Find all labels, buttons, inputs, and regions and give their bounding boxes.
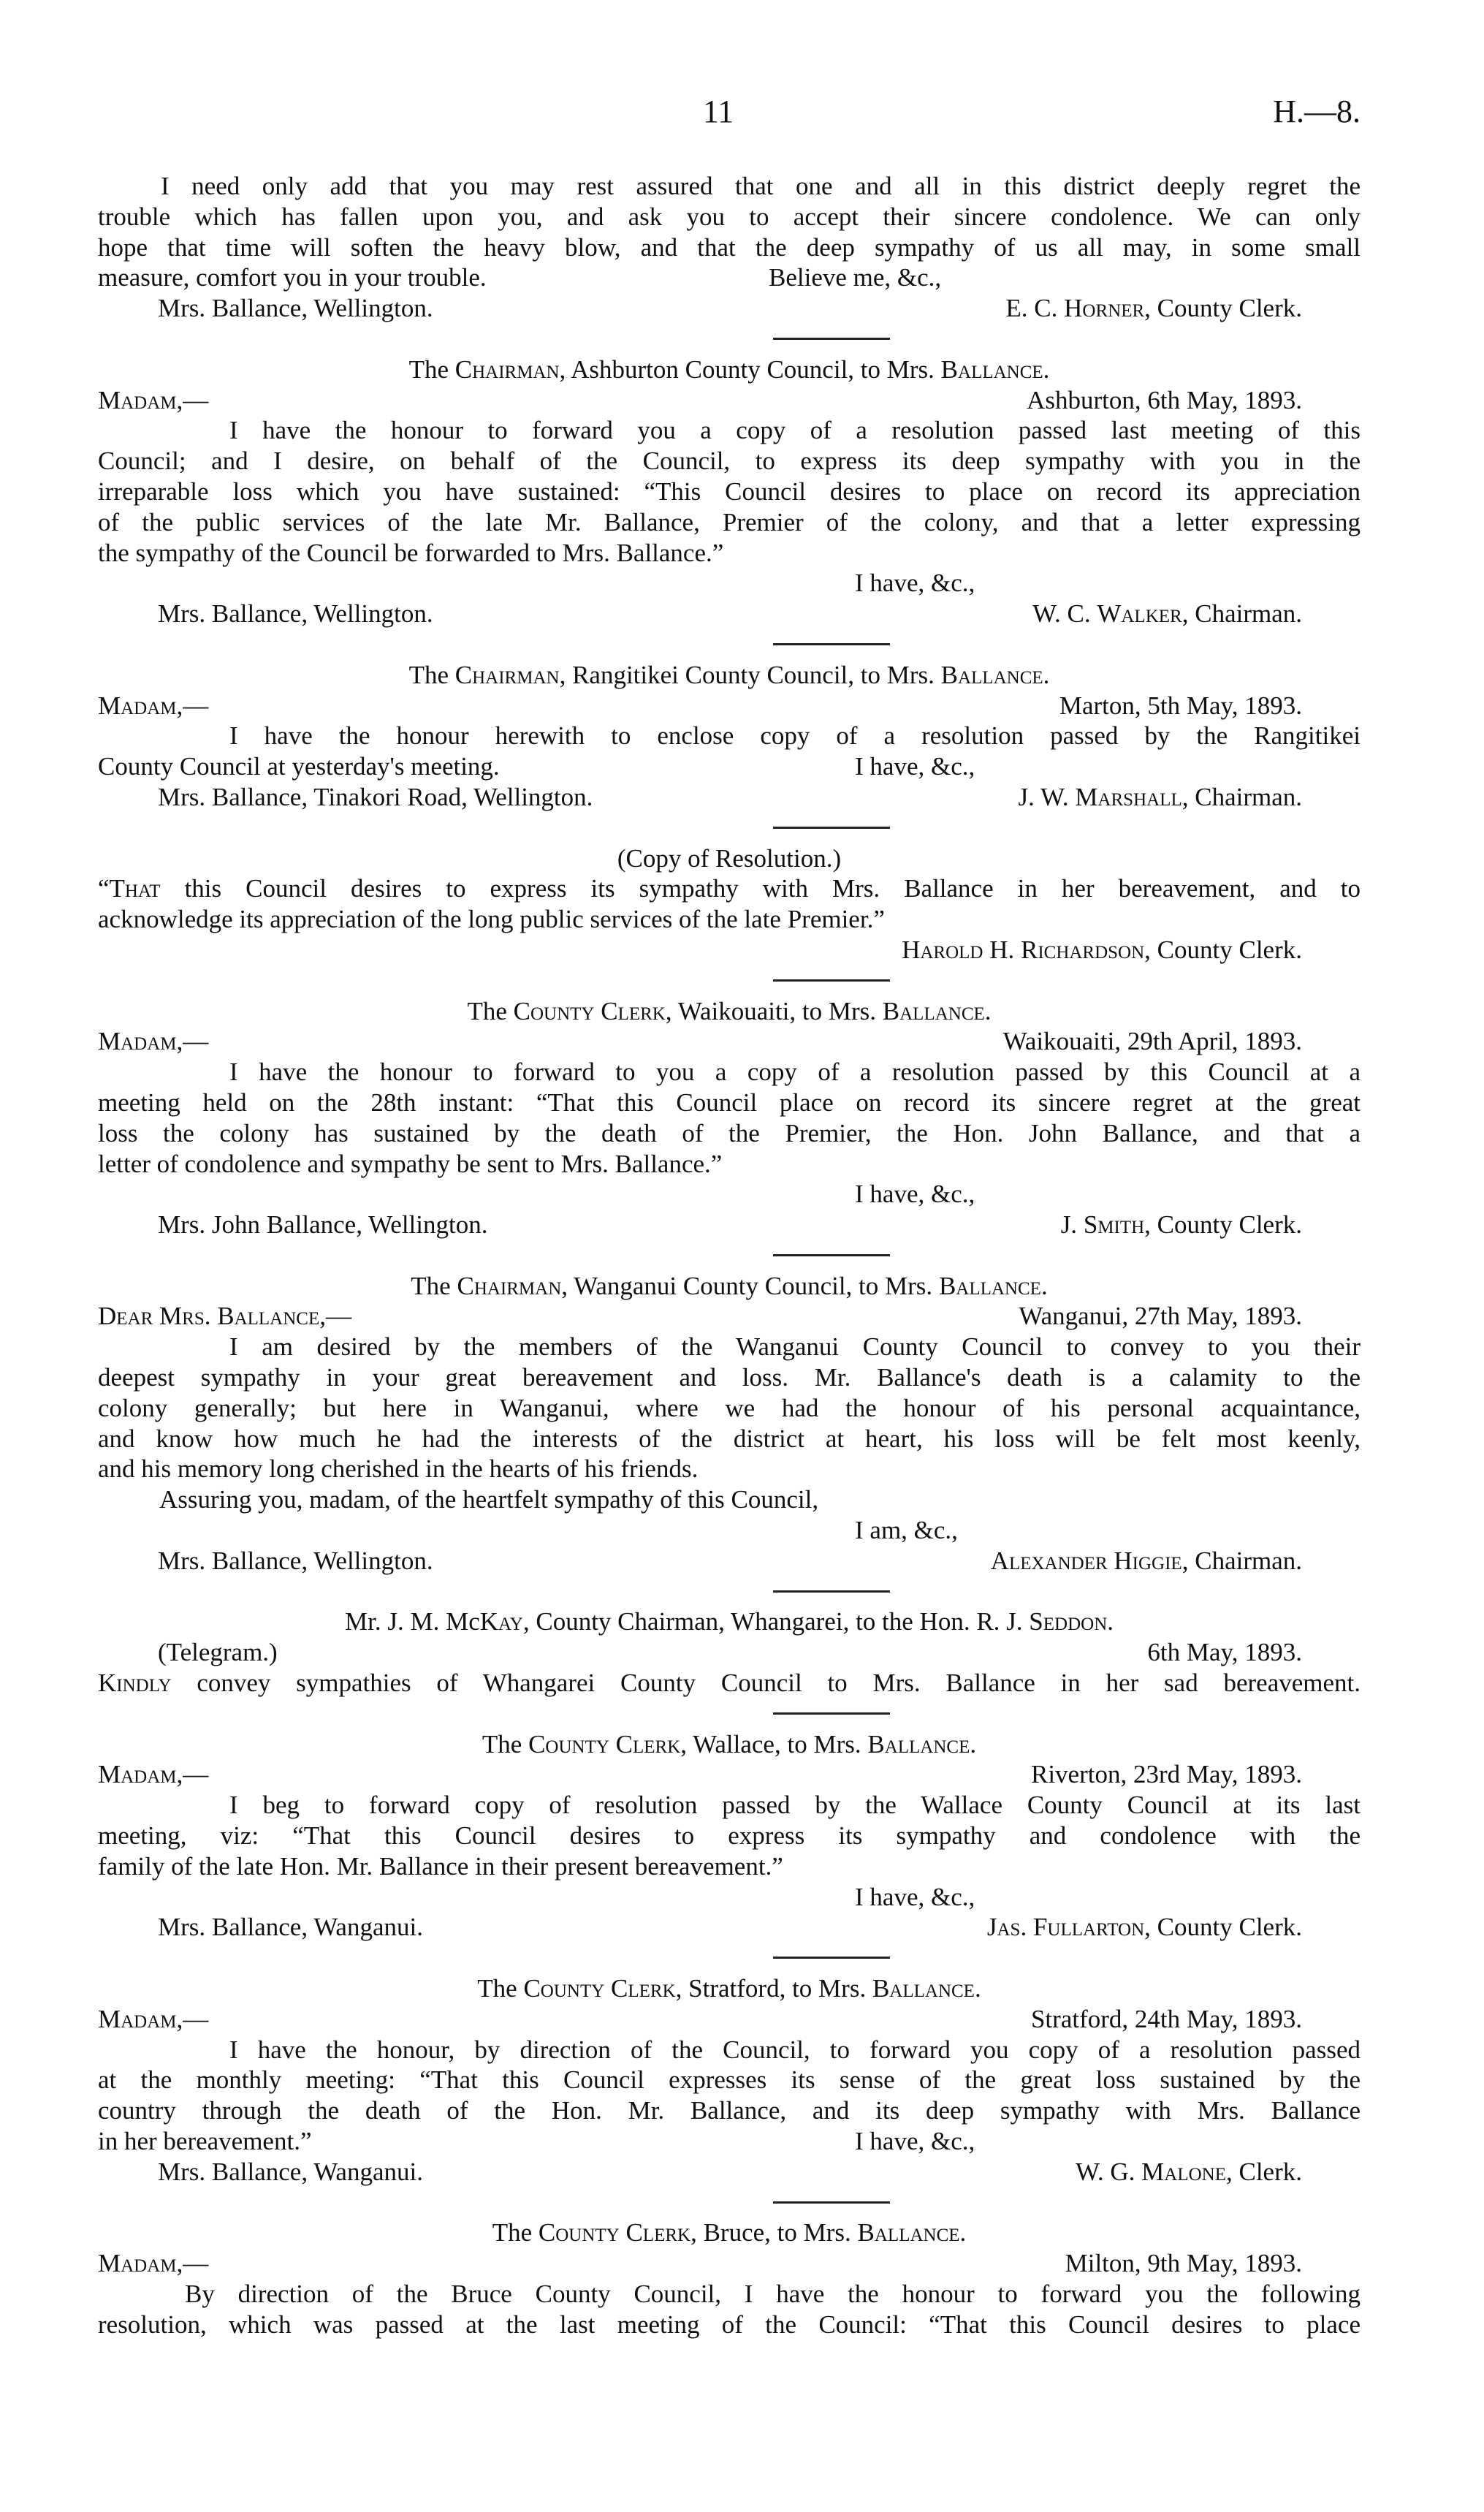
text-segment: W. C. [1032, 599, 1097, 629]
letter-heading [98, 996, 1361, 1027]
justified-text [98, 1668, 1361, 1699]
addressee-line [98, 1210, 1361, 1240]
addressee: Mrs. Ballance, Tinakori Road, Wellington. [158, 782, 593, 811]
addressee: Mrs. Ballance, Wellington. [158, 599, 433, 629]
paragraph-start [98, 721, 1361, 751]
salutation-line [98, 2248, 1361, 2279]
text: Assuring you, madam, of the heartfelt sympathy of this Council, [159, 1485, 819, 1514]
paragraph-start [98, 1790, 1361, 1821]
text-segment: , Rangitikei County Council, to Mrs. [559, 660, 941, 689]
place-date: Wanganui, 27th May, 1893. [1019, 1302, 1302, 1331]
small-caps-text: Chairman [454, 660, 560, 689]
addressee-line [98, 1912, 1361, 1943]
paragraph-end [98, 262, 1361, 293]
closing-line [98, 568, 1361, 599]
small-caps-text: Chairman [454, 354, 560, 384]
small-caps-text: Madam [98, 385, 177, 414]
closing: I am, &c., [855, 1516, 958, 1545]
text-segment: W. G. [1076, 2157, 1142, 2186]
text-segment: . [970, 1729, 977, 1758]
text-segment: . [984, 996, 992, 1025]
justified-text: I have the honour, by direction of the Council, to forward you copy of a resolution passed [229, 2035, 1361, 2064]
rule-line [773, 2201, 890, 2204]
place-date: Marton, 5th May, 1893. [1059, 691, 1302, 720]
addressee: Mrs. John Ballance, Wellington. [158, 1210, 488, 1240]
text-segment: The [408, 660, 455, 689]
justified-text: I am desired by the members of the Wanganui County Council to convey to you their [229, 1332, 1361, 1362]
text: letter of condolence and sympathy be sent to Mrs. Ballance.” [98, 1149, 723, 1178]
small-caps-text: Madam [98, 1027, 177, 1056]
text-line [98, 507, 1361, 538]
paragraph-start [98, 1057, 1361, 1088]
paragraph-end [98, 751, 1361, 782]
small-caps-text: Seddon [1029, 1607, 1108, 1636]
small-caps-text: Madam [98, 1760, 177, 1789]
letter-heading [98, 1729, 1361, 1760]
closing: I have, &c., [855, 1882, 975, 1911]
salutation-line [98, 691, 1361, 721]
rule-line [773, 1254, 890, 1256]
letter-heading [98, 660, 1361, 691]
paragraph-end [98, 1454, 1361, 1484]
justified-text: country through the death of the Hon. Mr. Ballance, and its deep sympathy with Mrs. Ballance [98, 2096, 1361, 2125]
place-date: Riverton, 23rd May, 1893. [1030, 1760, 1302, 1789]
rule-line [773, 979, 890, 982]
addressee: (Telegram.) [158, 1638, 278, 1667]
text-line [98, 1393, 1361, 1424]
text-line [98, 1821, 1361, 1851]
signature: 6th May, 1893. [1147, 1638, 1302, 1667]
text-segment: , Chairman. [1182, 1546, 1302, 1575]
text: measure, comfort you in your trouble. [98, 263, 487, 292]
section-divider [98, 965, 1361, 996]
salutation-line [98, 1026, 1361, 1057]
text-segment: , Clerk. [1225, 2157, 1302, 2186]
justified-text: colony generally; but here in Wanganui, where we had the honour of his personal acquaintance, [98, 1393, 1361, 1422]
text-line [98, 873, 1361, 904]
signature-line [98, 935, 1361, 965]
text-segment: , Bruce, to Mrs. [690, 2218, 858, 2247]
small-caps-text: County Clerk [538, 2218, 691, 2247]
justified-text: meeting held on the 28th instant: “That this Council place on record its sincere regret at the great [98, 1088, 1361, 1117]
text: family of the late Hon. Mr. Ballance in their present bereavement.” [98, 1851, 783, 1881]
text-segment: ,— [176, 2004, 209, 2033]
closing-line [98, 1515, 1361, 1546]
justified-text: loss the colony has sustained by the death of the Premier, the Hon. John Ballance, and that a [98, 1118, 1361, 1147]
justified-text: resolution, which was passed at the last meeting of the Council: “That this Council desires to place [98, 2310, 1361, 2339]
small-caps-text: Kindly [98, 1669, 172, 1698]
paragraph-end [98, 1851, 1361, 1882]
rule-line [773, 338, 890, 340]
heading-text [98, 1973, 1361, 2004]
paragraph-start [98, 2035, 1361, 2065]
text-segment: , Chairman. [1182, 782, 1302, 811]
justified-text: trouble which has fallen upon you, and ask you to accept their sincere condolence. We can only [98, 202, 1361, 231]
text-line [98, 1362, 1361, 1393]
paragraph-end [98, 1149, 1361, 1180]
document-body [98, 171, 1361, 2340]
paragraph-end [98, 2126, 1361, 2157]
text-segment: , Waikouaiti, to Mrs. [665, 996, 883, 1025]
section-divider [98, 1576, 1361, 1607]
addressee-line [98, 293, 1361, 324]
closing-line [98, 1882, 1361, 1913]
text-segment: , Chairman. [1182, 599, 1302, 629]
text-line [98, 1088, 1361, 1118]
heading-text [98, 996, 1361, 1027]
text-segment: ,— [176, 1027, 209, 1056]
addressee-line [98, 782, 1361, 813]
section-divider [98, 1699, 1361, 1729]
section-divider [98, 629, 1361, 660]
section-divider [98, 1943, 1361, 1973]
justified-text: I need only add that you may rest assured that one and all in this district deeply regret the [161, 172, 1361, 200]
salutation-line [98, 1759, 1361, 1790]
text-line [98, 202, 1361, 232]
signature [1019, 782, 1303, 813]
text-segment: The [477, 1974, 524, 2003]
small-caps-text: Smith [1083, 1210, 1145, 1240]
text-line [98, 232, 1361, 263]
justified-text: meeting, viz: “That this Council desires to express its sympathy and condolence with the [98, 1821, 1361, 1851]
small-caps-text: That [109, 874, 161, 903]
heading-text [98, 660, 1361, 691]
place-date: Waikouaiti, 29th April, 1893. [1002, 1027, 1302, 1056]
small-caps-text: Madam [98, 2249, 177, 2278]
justified-text: I beg to forward copy of resolution passed by the Wallace County Council at its last [229, 1791, 1361, 1820]
text-line [98, 1668, 1361, 1699]
text: County Council at yesterday's meeting. [98, 752, 500, 781]
document-reference: H.—8. [1273, 94, 1361, 129]
text-segment: . [959, 2218, 967, 2247]
closing: I have, &c., [855, 2127, 975, 2155]
text-segment: The [411, 1271, 457, 1300]
salutation-line [98, 2004, 1361, 2035]
addressee: Mrs. Ballance, Wanganui. [158, 1913, 423, 1942]
text: the sympathy of the Council be forwarded to Mrs. Ballance.” [98, 538, 724, 567]
small-caps-text: Ballance [940, 660, 1043, 689]
section-divider [98, 1240, 1361, 1271]
text-segment: J. W. [1018, 782, 1076, 811]
justified-text: of the public services of the late Mr. Ballance, Premier of the colony, and that a letter expressing [98, 507, 1361, 536]
text-segment: ,— [176, 2249, 209, 2278]
heading-text [98, 2217, 1361, 2248]
text-segment: . [974, 1974, 981, 2003]
small-caps-text: Madam [98, 2004, 177, 2033]
paragraph-start [98, 2279, 1361, 2310]
small-caps-text: Chairman [457, 1271, 562, 1300]
text-line [98, 477, 1361, 507]
text-line [98, 2310, 1361, 2340]
letter-heading [98, 2217, 1361, 2248]
signature [1005, 293, 1302, 324]
text: in her bereavement.” [98, 2127, 312, 2155]
small-caps-text: Ballance [882, 996, 985, 1025]
small-caps-text: Ballance [867, 1729, 970, 1758]
small-caps-text: Jas. Fullarton [986, 1913, 1145, 1942]
rule-line [773, 1712, 890, 1715]
small-caps-text: Ballance [872, 1974, 975, 2003]
salutation [98, 2248, 208, 2279]
signature [987, 1912, 1302, 1943]
closing: I have, &c., [855, 1180, 975, 1209]
small-caps-text: Marshall [1075, 782, 1182, 811]
place-date: Ashburton, 6th May, 1893. [1027, 385, 1302, 414]
small-caps-text: Alexander Higgie [990, 1546, 1182, 1575]
justified-text: By direction of the Bruce County Council, I have the honour to forward you the following [185, 2279, 1361, 2308]
signature [1076, 2157, 1302, 2187]
signature [1061, 1210, 1302, 1240]
justified-text: at the monthly meeting: “That this Council expresses its sense of the great loss sustained by the [98, 2065, 1361, 2095]
text: acknowledge its appreciation of the long public services of the late Premier.” [98, 905, 885, 934]
paragraph-end [98, 904, 1361, 935]
salutation [98, 2004, 208, 2035]
text-segment: ,— [176, 1760, 209, 1789]
salutation [98, 385, 208, 416]
text-segment: , Wallace, to Mrs. [680, 1729, 868, 1758]
letter-heading [98, 1271, 1361, 1302]
salutation [98, 1301, 351, 1332]
text-segment: The [482, 1729, 529, 1758]
text-segment: , County Clerk. [1144, 294, 1302, 323]
closing: I have, &c., [855, 752, 975, 781]
small-caps-text: Walker [1097, 599, 1182, 629]
rule-line [773, 1957, 890, 1959]
text-segment: . [1040, 1271, 1048, 1300]
text-line [98, 1118, 1361, 1149]
signature [1032, 599, 1302, 629]
justified-text: hope that time will soften the heavy blow, and that the deep sympathy of us all may, in some small [98, 232, 1361, 262]
small-caps-text: Ballance [940, 354, 1043, 384]
salutation-line [98, 1301, 1361, 1332]
place-date: Milton, 9th May, 1893. [1065, 2249, 1302, 2278]
section-divider [98, 2187, 1361, 2218]
small-caps-text: Horner [1064, 294, 1145, 323]
text-line [98, 1484, 1361, 1515]
small-caps-text: County Clerk [528, 1729, 681, 1758]
text-segment: . [1107, 1607, 1114, 1636]
salutation [98, 1026, 208, 1057]
letter-heading [98, 843, 1361, 874]
text-segment: , County Chairman, Whangarei, to the Hon. R. J. [522, 1607, 1030, 1636]
small-caps-text: Harold H. Richardson [902, 935, 1145, 964]
text-segment: , Ashburton County Council, to Mrs. [559, 354, 941, 384]
justified-text: I have the honour to forward to you a copy of a resolution passed by this Council at a [229, 1058, 1361, 1087]
text-segment: , County Clerk. [1144, 935, 1302, 964]
section-divider [98, 813, 1361, 843]
closing: Believe me, &c., [769, 263, 942, 292]
justified-text: and know how much he had the interests of the district at heart, his loss will be felt most keenly, [98, 1424, 1361, 1453]
heading-text [98, 1606, 1361, 1637]
small-caps-text: Ballance [857, 2218, 960, 2247]
text-segment: “ [98, 874, 110, 903]
text-segment: ,— [176, 385, 209, 414]
letter-heading [98, 1606, 1361, 1637]
text-segment: E. C. [1005, 294, 1065, 323]
heading-text [98, 354, 1361, 385]
addressee-line [98, 1546, 1361, 1576]
addressee: Mrs. Ballance, Wellington. [158, 294, 433, 323]
rule-line [773, 1590, 890, 1593]
justified-text: deepest sympathy in your great bereavement and loss. Mr. Ballance's death is a calamity to the [98, 1363, 1361, 1392]
text-segment: The [408, 354, 455, 384]
heading-text [98, 1271, 1361, 1302]
signature [991, 1546, 1302, 1576]
rule-line [773, 643, 890, 645]
small-caps-text: Malone [1141, 2157, 1226, 2186]
paragraph-start [98, 1332, 1361, 1362]
place-date: Stratford, 24th May, 1893. [1030, 2004, 1302, 2033]
justified-text: I have the honour to forward you a copy of a resolution passed last meeting of this [229, 416, 1361, 445]
justified-text: I have the honour herewith to enclose copy of a resolution passed by the Rangitikei [229, 721, 1361, 751]
addressee: Mrs. Ballance, Wanganui. [158, 2157, 423, 2186]
small-caps-text: Kay [479, 1607, 523, 1636]
text-segment: The [492, 2218, 539, 2247]
addressee-line [98, 2157, 1361, 2187]
letter-heading [98, 354, 1361, 385]
addressee-line [98, 1637, 1361, 1668]
text-segment: ,— [176, 691, 209, 720]
small-caps-text: County Clerk [523, 1974, 676, 2003]
text-segment: , County Clerk. [1144, 1913, 1302, 1942]
text-line [98, 1424, 1361, 1454]
paragraph-end [98, 538, 1361, 569]
text-segment: , Stratford, to Mrs. [675, 1974, 872, 2003]
closing: I have, &c., [855, 569, 975, 598]
text: and his memory long cherished in the hearts of his friends. [98, 1454, 699, 1484]
closing-line [98, 1179, 1361, 1210]
small-caps-text: Madam [98, 691, 177, 720]
text-segment: . [1043, 354, 1050, 384]
signature [902, 935, 1302, 965]
section-divider [98, 324, 1361, 354]
heading-text: (Copy of Resolution.) [617, 843, 842, 873]
rule-line [773, 827, 890, 829]
paragraph-start [98, 171, 1361, 202]
text-segment: convey sympathies of Whangarei County Council to Mrs. Ballance in her sad bereavement. [171, 1669, 1361, 1698]
text-segment: this Council desires to express its sympathy with Mrs. Ballance in her bereavement, and to [160, 874, 1361, 903]
salutation [98, 1759, 208, 1790]
text-segment: Mr. J. M. Mc [345, 1607, 480, 1636]
page-number: 11 [702, 94, 734, 129]
text-segment: The [467, 996, 514, 1025]
paragraph-start [98, 415, 1361, 446]
heading-text [98, 1729, 1361, 1760]
text-segment: , Wanganui County Council, to Mrs. [561, 1271, 939, 1300]
addressee: Mrs. Ballance, Wellington. [158, 1546, 433, 1575]
text-segment: J. [1060, 1210, 1084, 1240]
justified-text: Council; and I desire, on behalf of the Council, to express its deep sympathy with you in the [98, 447, 1361, 476]
text-line [98, 2065, 1361, 2095]
text-segment: ,— [319, 1302, 351, 1331]
letter-heading [98, 1973, 1361, 2004]
addressee-line [98, 599, 1361, 629]
small-caps-text: County Clerk [513, 996, 666, 1025]
small-caps-text: Dear Mrs. Ballance [98, 1302, 320, 1331]
text-line [98, 446, 1361, 477]
justified-text [98, 873, 1361, 904]
text-segment: , County Clerk. [1144, 1210, 1302, 1240]
justified-text: irreparable loss which you have sustained: “This Council desires to place on record its appreciation [98, 477, 1361, 506]
salutation-line [98, 385, 1361, 416]
text-line [98, 2095, 1361, 2126]
small-caps-text: Ballance [938, 1271, 1041, 1300]
salutation [98, 691, 208, 721]
text-segment: . [1043, 660, 1050, 689]
